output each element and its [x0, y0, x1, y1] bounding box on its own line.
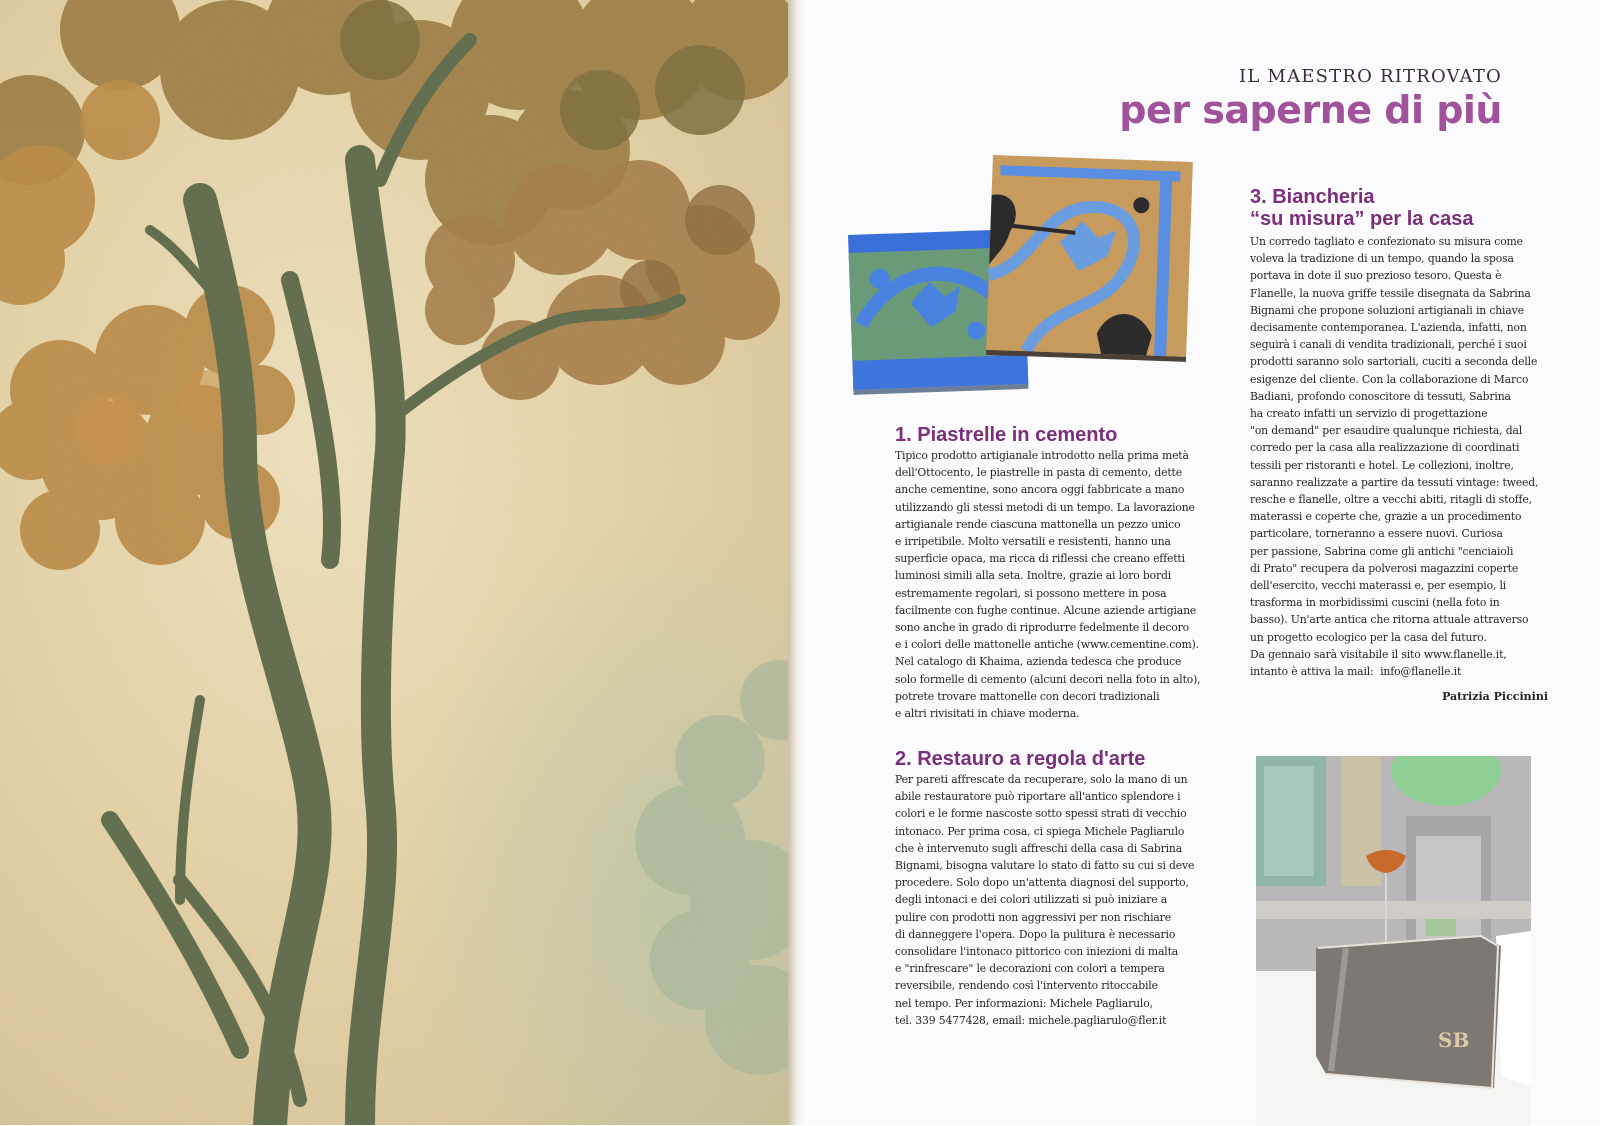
- body-line: Un corredo tagliato e confezionato su misura come: [1250, 235, 1523, 248]
- body-line: sono anche in grado di riprodurre fedelmente il decoro: [895, 621, 1189, 635]
- body-line: esigenze del cliente. Con la collaborazione di Marco: [1250, 372, 1529, 386]
- section-heading-biancheria-2: “su misura” per la casa: [1250, 208, 1474, 230]
- body-line: Badiani, profondo conoscitore di tessuti, Sabrina: [1250, 389, 1511, 403]
- body-line: Per pareti affrescate da recuperare, solo la mano di un: [895, 773, 1188, 786]
- fresco-illustration: [0, 0, 796, 1125]
- body-line: voleva la tradizione di un tempo, quando la sposa: [1250, 252, 1514, 266]
- cement-tiles-photo: [848, 155, 1218, 405]
- section-body-biancheria: [1250, 233, 1538, 680]
- body-line: Da gennaio sarà visitabile il sito www.flanelle.it,: [1250, 647, 1507, 661]
- body-line: reversibile, rendendo così l'intervento ritoccabile: [895, 979, 1158, 993]
- body-line: solo formelle di cemento (alcuni decori nella foto in alto),: [895, 672, 1201, 686]
- body-line: degli intonaci e dei colori utilizzati si può iniziare a: [895, 893, 1168, 907]
- body-line: facilmente con fughe continue. Alcune aziende artigiane: [895, 603, 1197, 617]
- section-heading-restauro: 2. Restauro a regola d'arte: [895, 748, 1146, 770]
- section-heading-biancheria-1: 3. Biancheria: [1250, 186, 1375, 208]
- pillow-monogram: SB: [1438, 1028, 1470, 1052]
- body-line: "on demand" per esaudire qualunque richiesta, dal: [1250, 424, 1523, 438]
- body-line: intanto è attiva la mail: info@flanelle.it: [1250, 665, 1462, 679]
- body-line: di danneggere l'opera. Dopo la pulitura è necessario: [895, 927, 1176, 941]
- body-line: trasforma in morbidissimi cuscini (nella foto in: [1250, 596, 1500, 610]
- body-line: abile restauratore può riportare all'antico splendore i: [895, 790, 1181, 804]
- section-heading-piastrelle: 1. Piastrelle in cemento: [895, 424, 1118, 446]
- body-line: saranno realizzate a partire da tessuti vintage: tweed,: [1250, 475, 1539, 489]
- body-line: e irripetibile. Molto versatili e resistenti, hanno una: [895, 535, 1171, 549]
- body-line: e altri rivisitati in chiave moderna.: [895, 707, 1080, 721]
- body-line: Tipico prodotto artigianale introdotto nella prima metà: [895, 449, 1189, 462]
- body-line: prodotti saranno solo sartoriali, cuciti a seconda delle: [1250, 355, 1538, 369]
- body-line: seguirà i canali di vendita tradizionali, perché i suoi: [1250, 338, 1527, 352]
- body-line: Bignami, bisogna valutare lo stato di fatto su cui si deve: [895, 859, 1195, 873]
- body-line: colori e le forme nascoste sotto spessi strati di vecchio: [895, 807, 1187, 821]
- body-line: decisamente contemporanea. L'azienda, infatti, non: [1250, 321, 1527, 335]
- body-line: e "rinfrescare" le decorazioni con colori a tempera: [895, 962, 1165, 976]
- body-line: consolidare l'intonaco pittorico con iniezioni di malta: [895, 945, 1179, 959]
- body-line: basso). Un'arte antica che ritorna attuale attraverso: [1250, 613, 1529, 627]
- page-title: per saperne di più: [1119, 88, 1502, 132]
- body-line: e i colori delle mattonelle antiche (www.cementine.com).: [895, 638, 1199, 652]
- body-line: tel. 339 5477428, email: michele.pagliarulo@fler.it: [895, 1013, 1167, 1027]
- body-line: che è intervenuto sugli affreschi della casa di Sabrina: [895, 841, 1183, 855]
- section-body-piastrelle: [895, 447, 1200, 722]
- body-line: portava in dote il suo prezioso tesoro. Questa è: [1250, 269, 1502, 283]
- fresco-tree-painting: [0, 0, 796, 1125]
- author-signature: Patrizia Piccinini: [1442, 690, 1548, 703]
- body-line: superficie opaca, ma ricca di riflessi che creano effetti: [895, 552, 1185, 566]
- body-line: dell'Ottocento, le piastrelle in pasta di cemento, dette: [895, 466, 1182, 480]
- body-line: nel tempo. Per informazioni: Michele Pagliarulo,: [895, 996, 1153, 1010]
- body-line: Bignami che propone soluzioni artigianali in chiave: [1250, 303, 1524, 317]
- section-kicker: IL MAESTRO RITROVATO: [1239, 66, 1502, 87]
- body-line: Nel catalogo di Khaima, azienda tedesca che produce: [895, 655, 1182, 669]
- body-line: Flanelle, la nuova griffe tessile disegnata da Sabrina: [1250, 286, 1531, 300]
- body-line: ha creato infatti un servizio di progettazione: [1250, 407, 1488, 421]
- body-line: pulire con prodotti non aggressivi per non rischiare: [895, 910, 1171, 924]
- section-body-restauro: [895, 771, 1194, 1029]
- body-line: corredo per la casa alla realizzazione di coordinati: [1250, 441, 1520, 455]
- body-line: un progetto ecologico per la casa del futuro.: [1250, 630, 1487, 644]
- body-line: potrete trovare mattonelle con decori tradizionali: [895, 689, 1160, 703]
- page-gutter: [788, 0, 808, 1125]
- body-line: per passione, Sabrina come gli antichi "cenciaioli: [1250, 544, 1514, 558]
- body-line: dell'esercito, vecchi materassi e, per esempio, li: [1250, 579, 1507, 593]
- body-line: materassi e coperte che, grazie a un procedimento: [1250, 510, 1522, 524]
- body-line: utilizzando gli stessi metodi di un tempo. La lavorazione: [895, 500, 1195, 514]
- body-line: procedere. Solo dopo un'attenta diagnosi del supporto,: [895, 876, 1189, 890]
- body-line: tessili per ristoranti e hotel. Le collezioni, inoltre,: [1250, 458, 1514, 472]
- body-line: artigianale rende ciascuna mattonella un pezzo unico: [895, 517, 1181, 531]
- pillow-illustration: [1256, 756, 1531, 1126]
- body-line: particolare, torneranno a essere nuovi. Curiosa: [1250, 527, 1503, 541]
- body-line: resche e flanelle, oltre a vecchi abiti, ritagli di stoffe,: [1250, 493, 1532, 507]
- body-line: intonaco. Per prima cosa, ci spiega Michele Pagliarulo: [895, 824, 1185, 838]
- body-line: di Prato" recupera da polverosi magazzini coperte: [1250, 561, 1519, 575]
- pillow-interior-photo: [1256, 756, 1531, 1126]
- body-line: anche cementine, sono ancora oggi fabbricate a mano: [895, 483, 1185, 497]
- body-line: estremamente regolari, si possono mettere in posa: [895, 586, 1167, 600]
- body-line: luminosi simili alla seta. Inoltre, grazie ai loro bordi: [895, 569, 1172, 583]
